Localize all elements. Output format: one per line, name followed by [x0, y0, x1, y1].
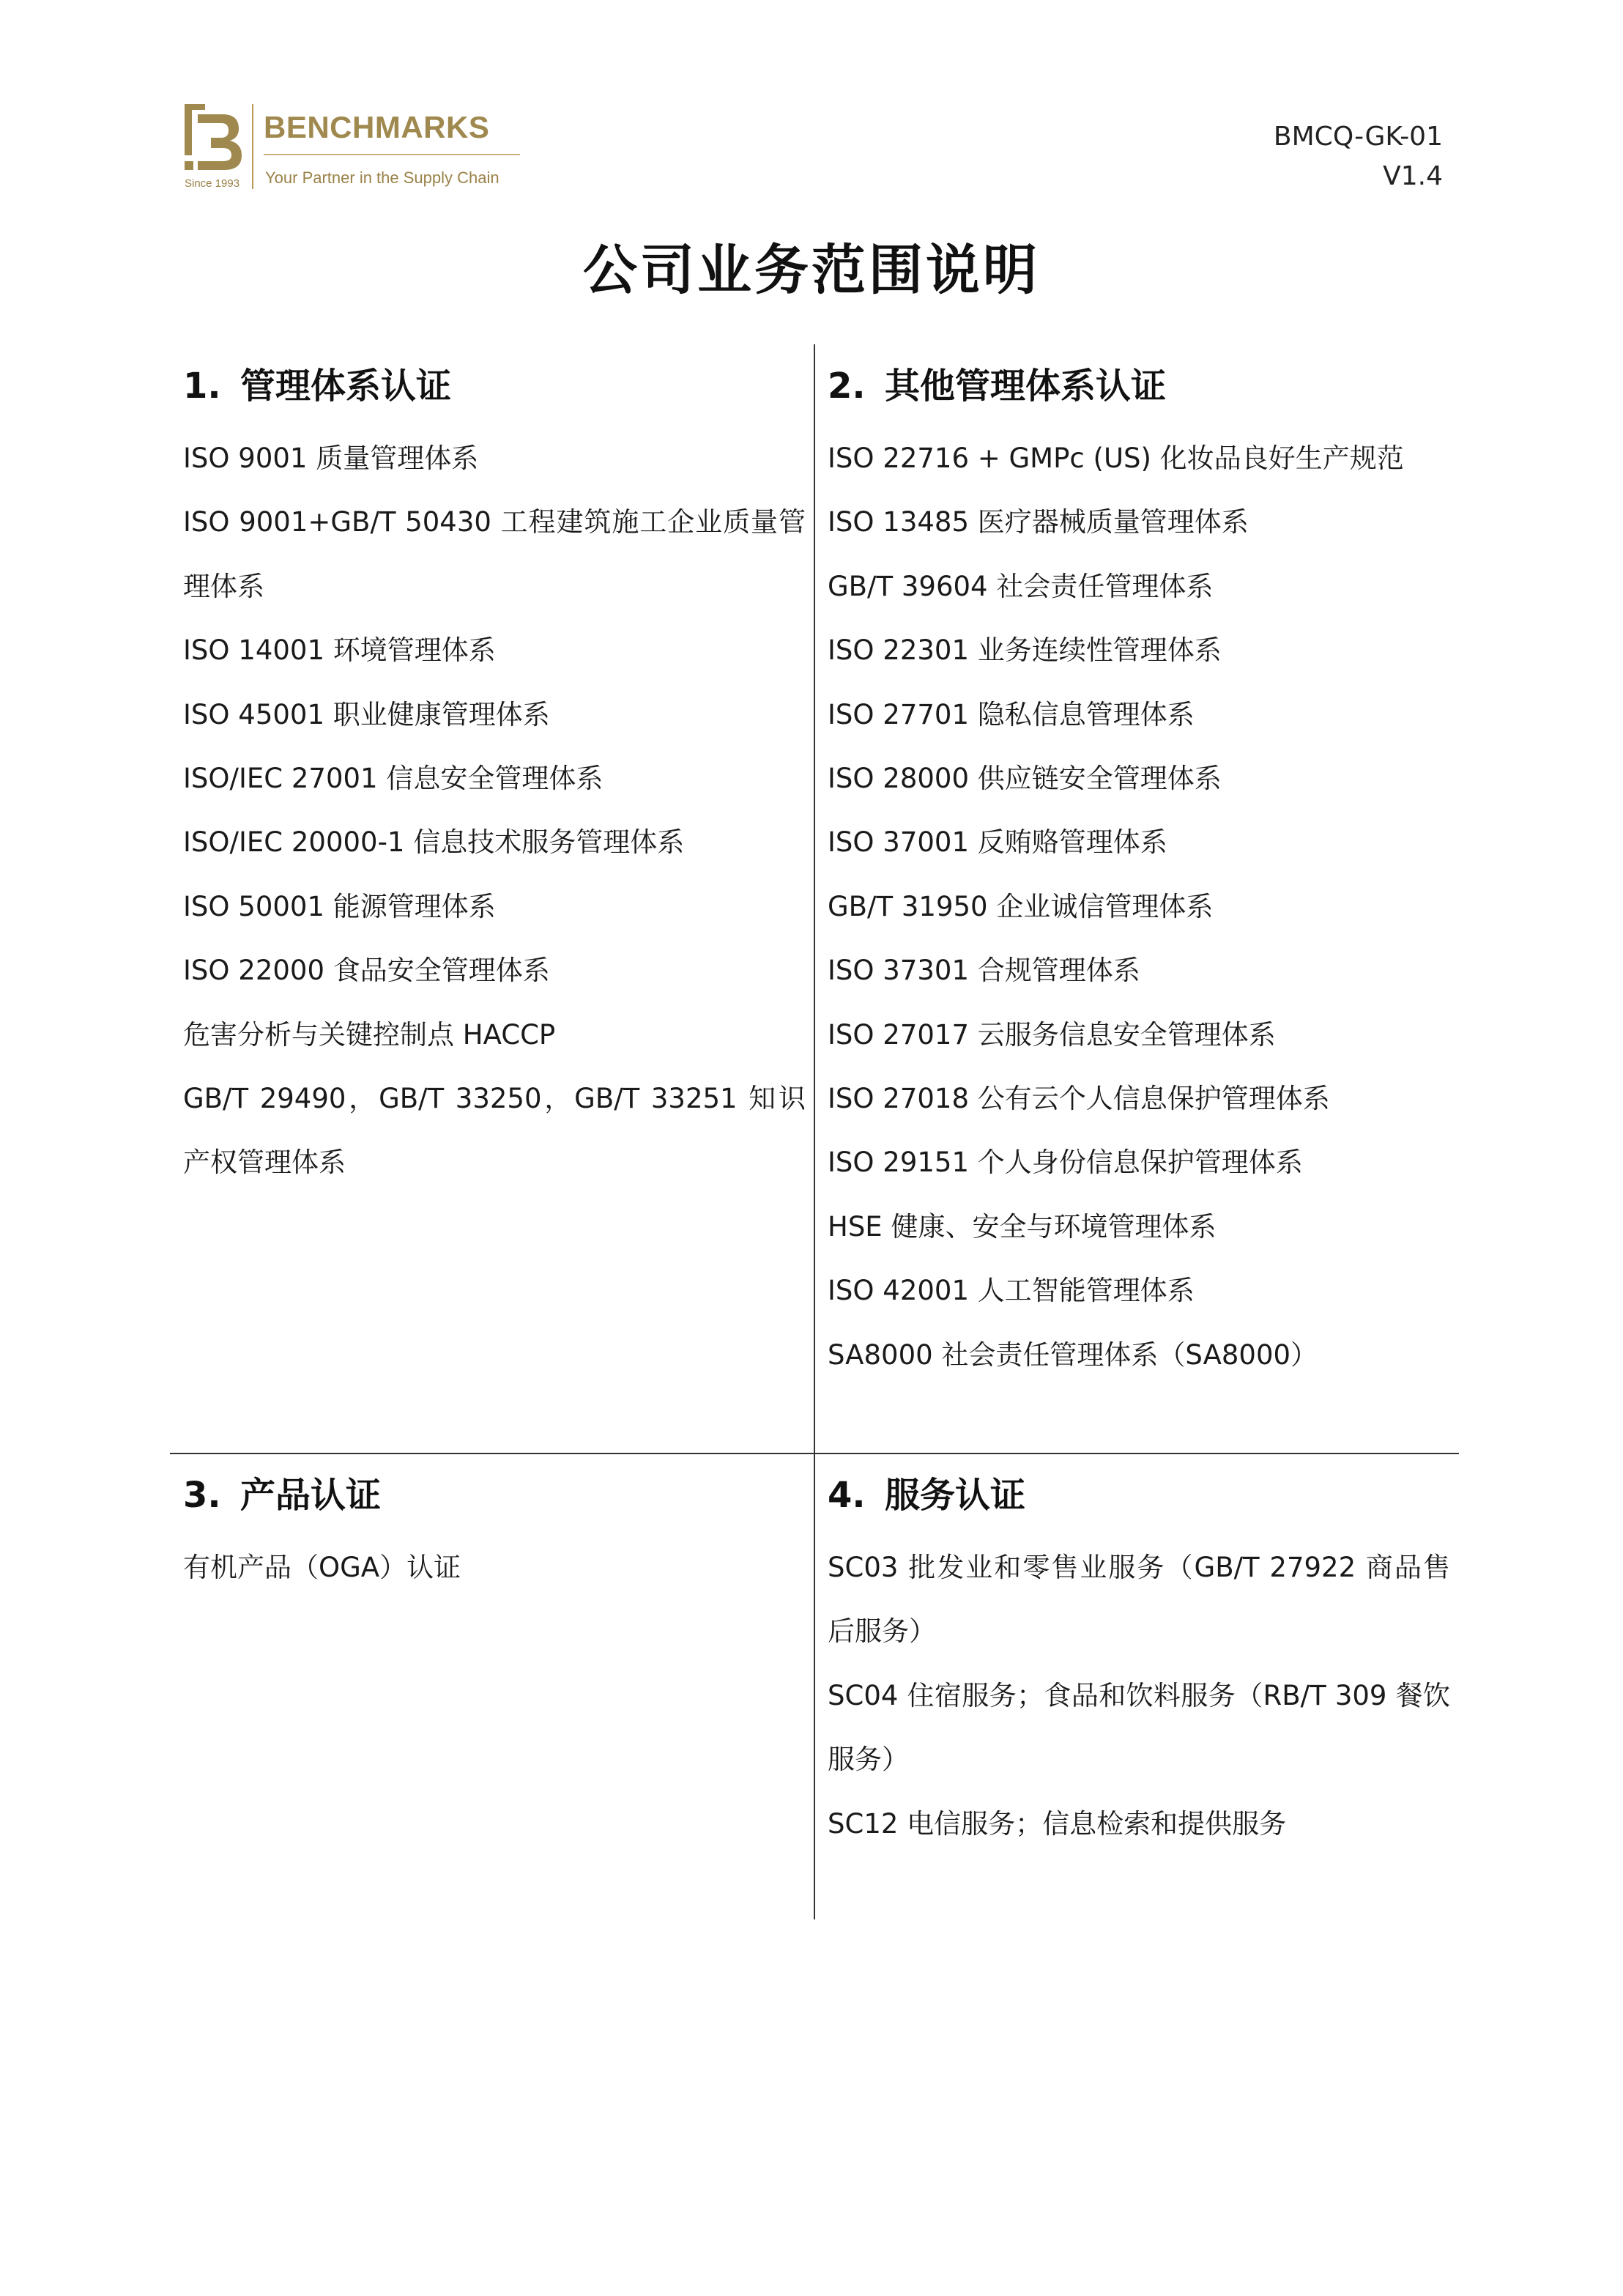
item-list	[183, 1536, 806, 1599]
list-item: ISO 37001 反贿赂管理体系	[828, 826, 1167, 859]
section-management-system-certification	[183, 359, 806, 1195]
section-product-certification	[183, 1468, 806, 1599]
since-label: Since 1993	[185, 177, 240, 190]
list-item: ISO/IEC 20000-1 信息技术服务管理体系	[183, 826, 685, 859]
section-heading	[828, 1468, 1450, 1522]
list-item: GB/T 39604 社会责任管理体系	[828, 570, 1214, 602]
list-item: GB/T 31950 企业诚信管理体系	[828, 890, 1214, 922]
page-title: 公司业务范围说明	[583, 239, 1040, 302]
section-number: 3.	[183, 1475, 221, 1516]
brand-underline	[264, 154, 520, 155]
section-service-certification	[828, 1468, 1450, 1856]
list-item: SC12 电信服务；信息检索和提供服务	[828, 1807, 1287, 1840]
list-item: ISO 22301 业务连续性管理体系	[828, 634, 1222, 667]
document-code-block	[1274, 117, 1443, 196]
section-title: 服务认证	[885, 1475, 1026, 1516]
list-item: ISO 50001 能源管理体系	[183, 890, 496, 922]
section-number: 2.	[828, 366, 866, 407]
list-item: ISO 22716 + GMPc (US) 化妆品良好生产规范	[828, 442, 1404, 474]
list-item: ISO 13485 医疗器械质量管理体系	[828, 506, 1249, 538]
list-item: ISO 42001 人工智能管理体系	[828, 1275, 1195, 1307]
section-title: 其他管理体系认证	[885, 366, 1167, 407]
item-list	[183, 426, 806, 1195]
list-item: SC03 批发业和零售业服务（GB/T 27922 商品售后服务）	[828, 1552, 1450, 1648]
item-list	[828, 426, 1450, 1387]
section-number: 4.	[828, 1475, 866, 1516]
list-item: GB/T 29490，GB/T 33250，GB/T 33251 知识产权管理体系	[183, 1083, 806, 1179]
benchmarks-logo-icon	[185, 104, 243, 173]
list-item: ISO 22000 食品安全管理体系	[183, 955, 550, 987]
column-divider	[814, 344, 815, 1919]
list-item: ISO 45001 职业健康管理体系	[183, 698, 550, 730]
company-logo	[185, 104, 521, 192]
section-heading	[828, 359, 1450, 413]
section-heading	[183, 1468, 806, 1522]
list-item: ISO 27017 云服务信息安全管理体系	[828, 1018, 1276, 1051]
list-item: 危害分析与关键控制点 HACCP	[183, 1018, 556, 1051]
list-item: ISO 9001+GB/T 50430 工程建筑施工企业质量管理体系	[183, 506, 806, 602]
list-item: HSE 健康、安全与环境管理体系	[828, 1210, 1217, 1243]
list-item: ISO 9001 质量管理体系	[183, 442, 479, 474]
list-item: ISO 14001 环境管理体系	[183, 634, 496, 667]
list-item: SA8000 社会责任管理体系（SA8000）	[828, 1338, 1318, 1371]
document-version: V1.4	[1383, 161, 1443, 191]
list-item: 有机产品（OGA）认证	[183, 1552, 461, 1583]
list-item: ISO 29151 个人身份信息保护管理体系	[828, 1147, 1303, 1179]
list-item: ISO 37301 合规管理体系	[828, 955, 1140, 987]
brand-tagline: Your Partner in the Supply Chain	[265, 169, 499, 187]
list-item: ISO 27018 公有云个人信息保护管理体系	[828, 1083, 1330, 1115]
list-item: ISO 28000 供应链安全管理体系	[828, 763, 1222, 795]
section-number: 1.	[183, 366, 221, 407]
list-item: SC04 住宿服务；食品和饮料服务（RB/T 309 餐饮服务）	[828, 1679, 1450, 1776]
logo-divider	[252, 104, 253, 189]
section-heading	[183, 359, 806, 413]
list-item: ISO 27701 隐私信息管理体系	[828, 698, 1195, 730]
item-list	[828, 1536, 1450, 1856]
document-code: BMCQ-GK-01	[1273, 122, 1443, 152]
section-other-management-system-certification	[828, 359, 1450, 1387]
section-title: 产品认证	[240, 1475, 382, 1516]
brand-name: BENCHMARKS	[264, 110, 490, 144]
section-title: 管理体系认证	[240, 366, 452, 407]
list-item: ISO/IEC 27001 信息安全管理体系	[183, 763, 603, 795]
row-divider	[170, 1453, 1459, 1454]
